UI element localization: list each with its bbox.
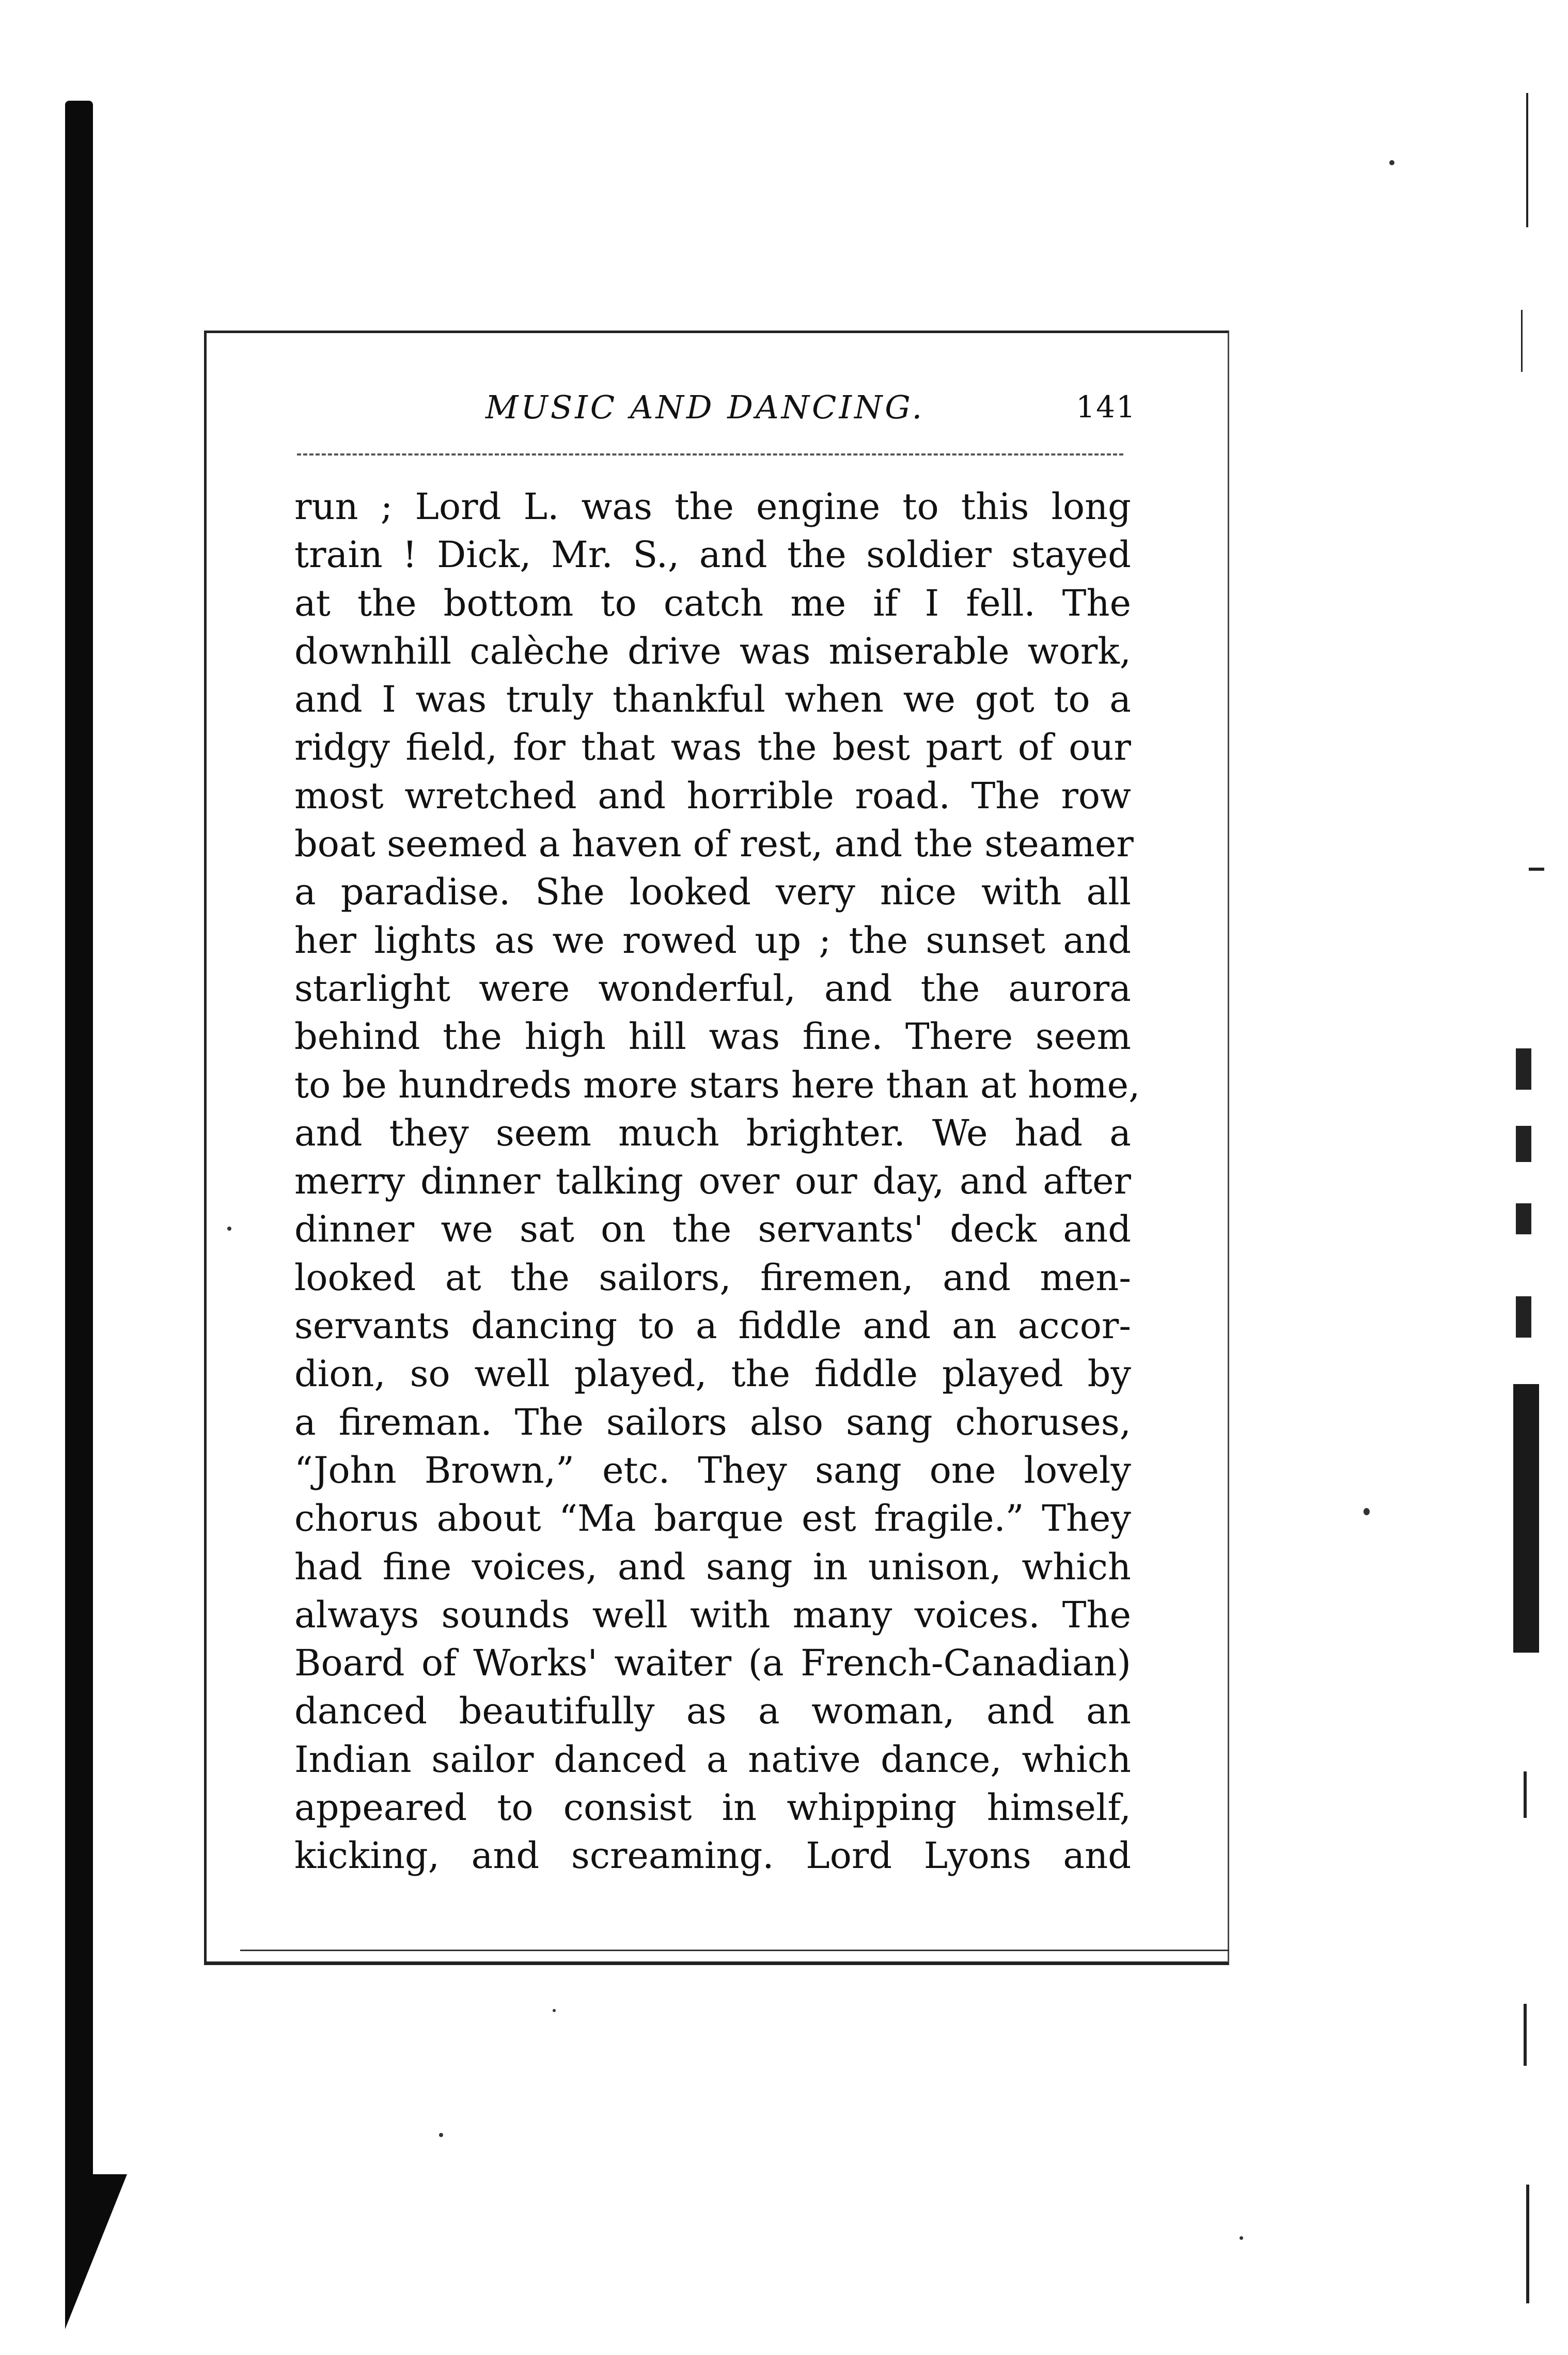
text-line: kicking, and screaming. Lord Lyons and — [294, 1834, 1131, 1877]
text-line: looked at the sailors, firemen, and men- — [294, 1256, 1131, 1299]
scan-speck — [1389, 160, 1394, 165]
scan-speck — [1363, 1508, 1370, 1515]
book-spine-foot — [65, 2174, 127, 2329]
text-line: and they seem much brighter. We had a — [294, 1111, 1131, 1154]
text-line: dion, so well played, the fiddle played by — [294, 1353, 1131, 1395]
text-line: chorus about “Ma barque est fragile.” They — [294, 1497, 1131, 1540]
text-line: ridgy field, for that was the best part of our — [294, 726, 1131, 769]
text-line: and I was truly thankful when we got to a — [294, 678, 1131, 721]
page-header — [289, 388, 1136, 435]
book-spine-shadow — [65, 101, 93, 2223]
text-line: had fine voices, and sang in unison, which — [294, 1545, 1131, 1588]
text-line: her lights as we rowed up ; the sunset and — [294, 919, 1131, 962]
running-head: MUSIC AND DANCING. — [485, 388, 925, 426]
text-line: appeared to consist in whipping himself, — [294, 1786, 1131, 1829]
text-line: to be hundreds more stars here than at home, — [294, 1063, 1140, 1106]
scan-speck — [439, 2133, 443, 2137]
text-line: a fireman. The sailors also sang choruses, — [294, 1401, 1131, 1443]
header-rule — [297, 453, 1123, 456]
page-border-inner-line — [240, 1950, 1229, 1951]
scan-speck — [227, 1227, 231, 1231]
text-line: train ! Dick, Mr. S., and the soldier stayed — [294, 533, 1131, 576]
text-line: merry dinner talking over our day, and after — [294, 1160, 1131, 1203]
text-line: “John Brown,” etc. They sang one lovely — [294, 1449, 1131, 1492]
text-line: Indian sailor danced a native dance, which — [294, 1738, 1131, 1781]
text-line: Board of Works' waiter (a French-Canadian) — [294, 1642, 1131, 1685]
text-line: a paradise. She looked very nice with all — [294, 871, 1131, 914]
text-line: at the bottom to catch me if I fell. The — [294, 582, 1131, 624]
text-line: boat seemed a haven of rest, and the steamer — [294, 823, 1134, 866]
page-number: 141 — [1076, 389, 1136, 425]
text-line: run ; Lord L. was the engine to this long — [294, 485, 1131, 528]
scan-speck — [553, 2009, 556, 2012]
text-line: behind the high hill was fine. There seem — [294, 1015, 1131, 1058]
text-line: dinner we sat on the servants' deck and — [294, 1208, 1131, 1251]
text-line: always sounds well with many voices. The — [294, 1593, 1131, 1636]
text-line: servants dancing to a fiddle and an accor- — [294, 1305, 1131, 1347]
scan-speck — [1240, 2236, 1243, 2240]
text-line: downhill calèche drive was miserable work, — [294, 630, 1131, 672]
text-line: danced beautifully as a woman, and an — [294, 1690, 1131, 1733]
facing-page-edge — [1480, 93, 1547, 2262]
text-line: most wretched and horrible road. The row — [294, 774, 1131, 817]
body-text — [294, 483, 1140, 1880]
text-line: starlight were wonderful, and the aurora — [294, 967, 1131, 1010]
